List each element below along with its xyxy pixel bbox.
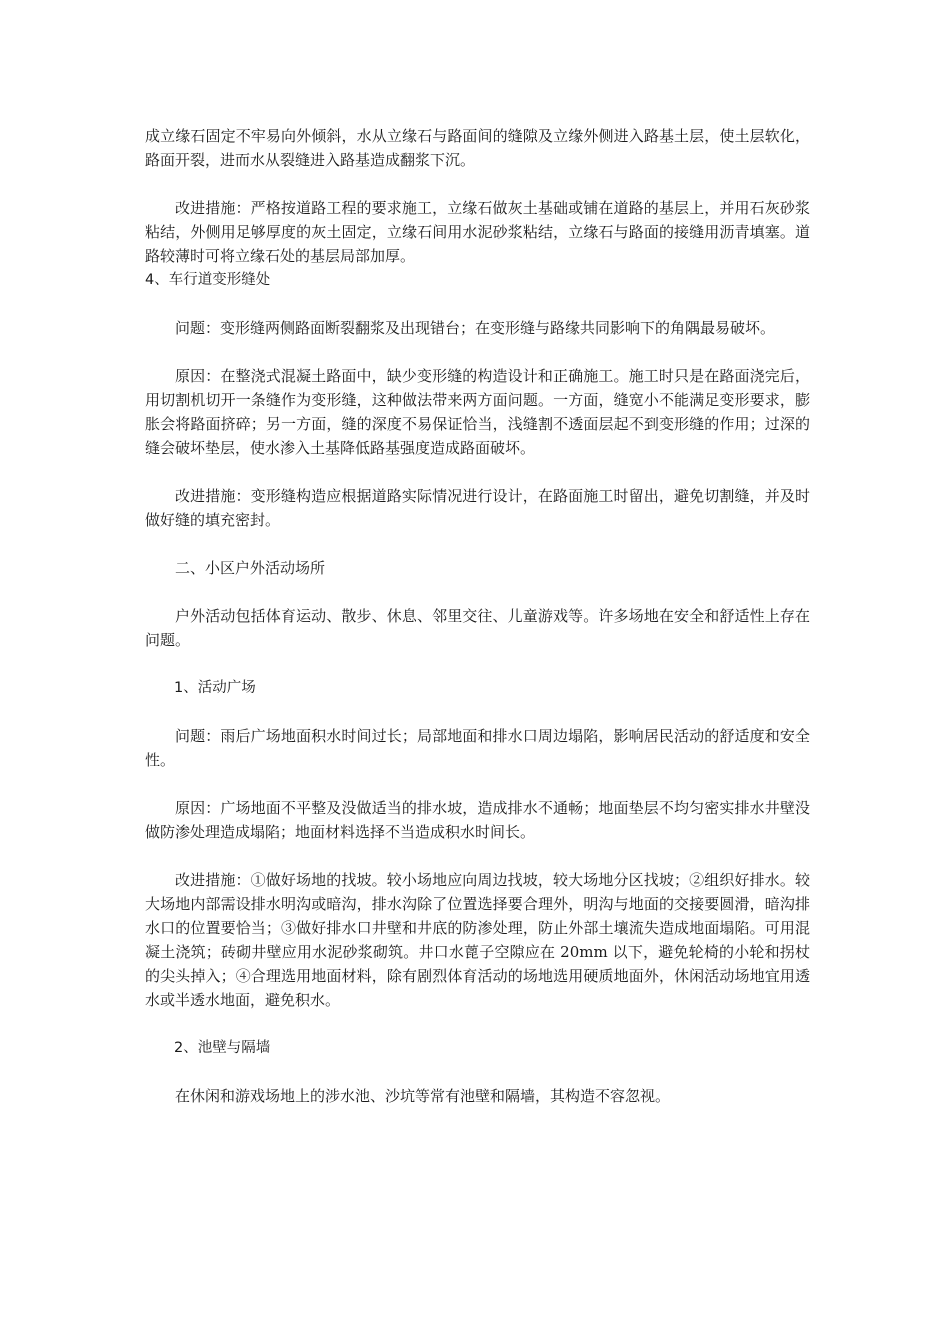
paragraph-plaza-cause: 原因：广场地面不平整及没做适当的排水坡，造成排水不通畅；地面垫层不均匀密实排水井壁没做防渗处理造成塌陷；地面材料选择不当造成积水时间长。 bbox=[145, 799, 810, 841]
section-heading-expansion-joint: 4、车行道变形缝处 bbox=[145, 272, 271, 288]
section-heading-pool-walls: 2、池壁与隔墙 bbox=[174, 1040, 271, 1056]
paragraph-curb-cause: 成立缘石固定不牢易向外倾斜，水从立缘石与路面间的缝隙及立缘外侧进入路基土层，使土层软化，路面开裂，进而水从裂缝进入路基造成翻浆下沉。 bbox=[145, 127, 810, 169]
paragraph-plaza-problem: 问题：雨后广场地面积水时间过长；局部地面和排水口周边塌陷，影响居民活动的舒适度和安全性。 bbox=[145, 727, 810, 769]
paragraph-plaza-fix: 改进措施：①做好场地的找坡。较小场地应向周边找坡，较大场地分区找坡；②组织好排水。较大场地内部需设排水明沟或暗沟，排水沟除了位置选择要合理外，明沟与地面的交接要圆滑，暗沟排水口的位置要恰当；③做好排水口井壁和井底的防渗处理，防止外部土壤流失造成地面塌陷。可用混凝土浇筑；砖砌井壁应用水泥砂浆砌筑。井口水蓖子空隙应在 20mm 以下，避免轮椅的小轮和拐杖的尖头掉入；④合理选用地面材料，除有剧烈体育活动的场地选用硬质地面外，休闲活动场地宜用透水或半透水地面，避免积水。 bbox=[145, 871, 810, 1009]
document-body bbox=[145, 124, 810, 1108]
section-heading-outdoor-spaces: 二、小区户外活动场所 bbox=[175, 559, 326, 577]
paragraph-curb-fix: 改进措施：严格按道路工程的要求施工，立缘石做灰土基础或铺在道路的基层上，并用石灰砂浆粘结，外侧用足够厚度的灰土固定，立缘石间用水泥砂浆粘结，立缘石与路面的接缝用沥青填塞。道路较薄时可将立缘石处的基层局部加厚。 bbox=[145, 199, 810, 265]
section-heading-plaza: 1、活动广场 bbox=[174, 680, 256, 696]
paragraph-outdoor-intro: 户外活动包括体育运动、散步、休息、邻里交往、儿童游戏等。许多场地在安全和舒适性上存在问题。 bbox=[145, 607, 810, 649]
paragraph-joint-problem: 问题：变形缝两侧路面断裂翻浆及出现错台；在变形缝与路缘共同影响下的角隅最易破坏。 bbox=[175, 319, 776, 337]
paragraph-joint-cause: 原因：在整浇式混凝土路面中，缺少变形缝的构造设计和正确施工。施工时只是在路面浇完后，用切割机切开一条缝作为变形缝，这种做法带来两方面问题。一方面，缝宽小不能满足变形要求，膨胀会将路面挤碎；另一方面，缝的深度不易保证恰当，浅缝割不透面层起不到变形缝的作用；过深的缝会破坏垫层，使水渗入土基降低路基强度造成路面破坏。 bbox=[145, 367, 810, 457]
paragraph-pool-walls: 在休闲和游戏场地上的涉水池、沙坑等常有池壁和隔墙，其构造不容忽视。 bbox=[175, 1087, 671, 1105]
paragraph-joint-fix: 改进措施：变形缝构造应根据道路实际情况进行设计，在路面施工时留出，避免切割缝，并及时做好缝的填充密封。 bbox=[145, 487, 810, 529]
